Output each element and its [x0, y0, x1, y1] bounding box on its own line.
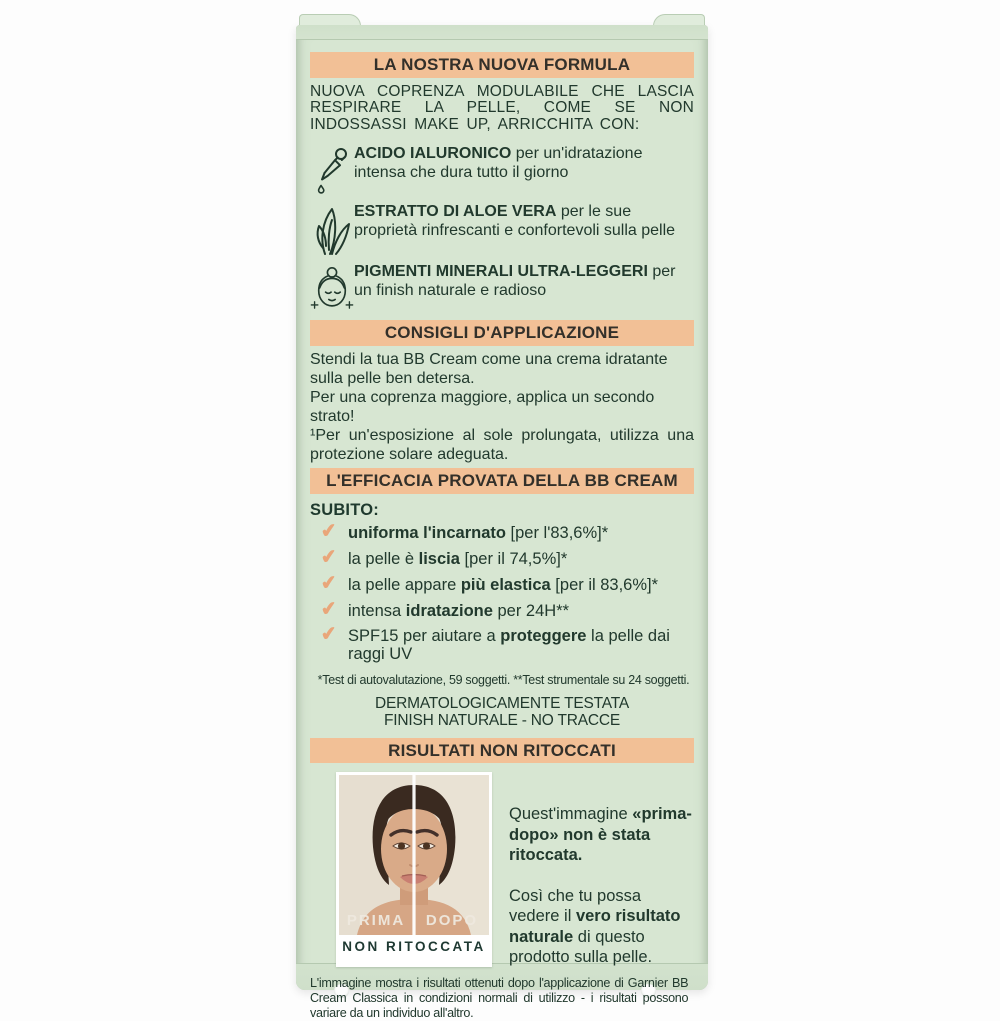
- photo-caption: NON RITOCCATA: [339, 935, 489, 957]
- image-disclaimer: L'immagine mostra i risultati ottenuti dopo l'applicazione di Garnier BB Cream Classica in condizioni normali di utilizzo - i risultati possono variare da un individuo all'altro.: [310, 975, 689, 1021]
- consigli-p3: ¹Per un'esposizione al sole prolungata, utilizza una protezione solare adeguata.: [310, 427, 694, 463]
- claim-item: [310, 546, 694, 569]
- ingredient-name: PIGMENTI MINERALI ULTRA-LEGGERI: [354, 263, 648, 281]
- section-header-efficacia: L'EFFICACIA PROVATA DELLA BB CREAM: [310, 468, 694, 494]
- ingredient-text: [354, 263, 694, 300]
- claim-pre: SPF15 per aiutare a: [348, 627, 501, 646]
- claim-bold: idratazione: [405, 601, 493, 620]
- section-header-consigli: CONSIGLI D'APPLICAZIONE: [310, 320, 694, 346]
- results-block: [310, 772, 694, 967]
- claim-pre: intensa: [348, 601, 406, 620]
- ingredient-desc: per un'idratazione intensa che dura tutto il giorno: [354, 145, 643, 181]
- dropper-icon: [310, 145, 354, 192]
- svg-text:DOPO: DOPO: [425, 912, 479, 930]
- results-p2-bold: vero risultato naturale: [509, 907, 681, 946]
- claim-bold: proteggere: [500, 627, 587, 646]
- claim-item: [310, 520, 694, 543]
- consigli-p2: Per una coprenza maggiore, applica un secondo strato!: [310, 389, 655, 425]
- ingredient-row-pigments: [310, 263, 694, 312]
- check-icon: ✔: [319, 546, 338, 569]
- consigli-p1: Stendi la tua BB Cream come una crema idratante sulla pelle ben detersa.: [310, 351, 668, 387]
- ingredient-name: ESTRATTO DI ALOE VERA: [354, 203, 557, 221]
- svg-text:PRIMA: PRIMA: [346, 912, 406, 930]
- cert-line-2: FINISH NATURALE - NO TRACCE: [383, 712, 621, 730]
- claim-bold: liscia: [418, 549, 460, 568]
- panel-content: [296, 40, 708, 1021]
- results-para-2: [509, 886, 694, 967]
- consigli-text: [310, 351, 694, 464]
- ingredient-row-aloe: [310, 203, 694, 256]
- cert-line-1: DERMATOLOGICAMENTE TESTATA: [374, 694, 630, 712]
- ingredient-desc: per le sue proprietà rinfrescanti e confortevoli sulla pelle: [354, 203, 676, 239]
- check-icon: ✔: [319, 571, 338, 595]
- bb-cream-box-back-panel: [296, 25, 708, 1021]
- claim-rest: la pelle dai raggi UV: [348, 627, 670, 664]
- certifications: [310, 695, 694, 730]
- claim-item: [310, 623, 694, 664]
- claim-rest: [per il 74,5%]*: [459, 549, 568, 568]
- ingredient-desc: per un finish naturale e radioso: [354, 263, 676, 299]
- claim-bold: uniforma l'incarnato: [348, 524, 506, 543]
- results-para-1: [509, 804, 694, 865]
- results-text: [492, 772, 694, 967]
- face-icon: [310, 263, 354, 312]
- claim-pre: la pelle è: [348, 549, 419, 568]
- ingredient-text: [354, 203, 694, 240]
- section-header-formula: LA NOSTRA NUOVA FORMULA: [310, 52, 694, 78]
- results-p2-regular1: Così che tu possa vedere il: [509, 887, 642, 926]
- claim-rest: [per l'83,6%]*: [505, 524, 609, 543]
- efficacia-lead: SUBITO:: [310, 501, 379, 520]
- before-after-photo: [336, 772, 492, 967]
- results-p2-regular2: di questo prodotto sulla pelle.: [509, 927, 653, 967]
- check-icon: ✔: [319, 597, 338, 621]
- claims-list: [310, 520, 694, 664]
- claim-item: [310, 597, 694, 621]
- results-p1-bold: «prima-dopo» non è stata ritoccata.: [509, 805, 692, 864]
- results-p1-regular: Quest'immagine: [509, 805, 633, 824]
- test-footnote: *Test di autovalutazione, 59 soggetti. **Test strumentale su 24 soggetti.: [317, 671, 690, 687]
- ingredient-name: ACIDO IALURONICO: [354, 145, 512, 163]
- claim-item: [310, 571, 694, 595]
- formula-intro-text: NUOVA COPRENZA MODULABILE CHE LASCIA RESPIRARE LA PELLE, COME SE NON INDOSSASSI MAKE UP, ARRICCHITA CON:: [310, 82, 694, 133]
- claim-bold: più elastica: [460, 575, 551, 594]
- check-icon: ✔: [319, 520, 338, 543]
- box-top-crease: [296, 25, 708, 40]
- check-icon: ✔: [319, 623, 338, 647]
- section-header-risultati: RISULTATI NON RITOCCATI: [310, 738, 694, 764]
- ingredient-text: [354, 145, 694, 182]
- claim-rest: [per il 83,6%]*: [550, 575, 659, 594]
- ingredient-row-hyaluronic: [310, 145, 694, 192]
- aloe-icon: [310, 203, 354, 256]
- claim-pre: la pelle appare: [348, 575, 461, 594]
- claim-rest: per 24H**: [492, 601, 570, 620]
